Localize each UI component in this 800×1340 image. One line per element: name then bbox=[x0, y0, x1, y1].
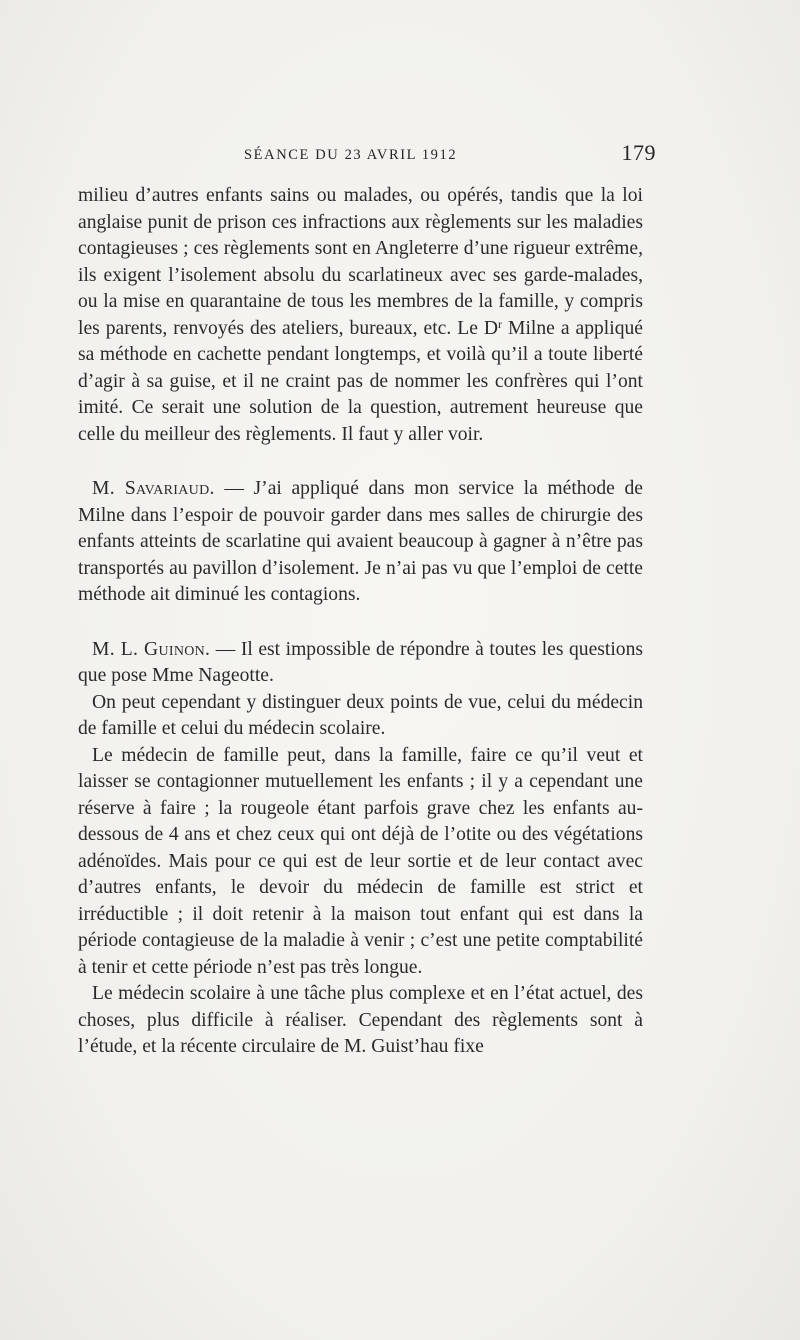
paragraph-milne-part2: Milne a appliqué sa méthode en cachette pendant longtemps, et voilà qu’il a toute liberté d’agir à sa guise, et il ne craint pas de nommer les confrères qui l’ont imité. Ce serait une solution de la question, autrement heureuse que celle du meilleur des règlements. Il faut y aller voir. bbox=[78, 317, 643, 445]
paragraph-milne-part1: milieu d’autres enfants sains ou malades, ou opérés, tandis que la loi anglaise punit de prison ces infractions aux règlements sur les maladies contagieuses ; ces règlements sont en Angleterre d’une rigueur extrême, ils exigent l’isolement absolu du scarlatineux avec ses garde-malades, ou la mise en quarantaine de tous les membres de la famille, y compris les parents, renvoyés des ateliers, bureaux, etc. Le D bbox=[78, 185, 643, 339]
doctor-abbrev-sup: r bbox=[498, 316, 503, 331]
paragraph-points-de-vue: On peut cependant y distinguer deux points de vue, celui du médecin de famille et celui du médecin scolaire. bbox=[78, 691, 643, 739]
paragraph-medecin-scolaire: Le médecin scolaire à une tâche plus complexe et en l’état actuel, des choses, plus difficile à réaliser. Cependant des règlements sont à l’étude, et la récente circulaire de M. Guist’hau fixe bbox=[78, 983, 643, 1057]
guinon-text: — Il est impossible de répondre à toutes les questions que pose Mme Nageotte. bbox=[78, 638, 643, 686]
paragraph-savariaud bbox=[78, 476, 643, 609]
speaker-guinon: M. L. Guinon. bbox=[92, 638, 211, 660]
paragraph-milne bbox=[78, 183, 643, 448]
paragraph-guinon bbox=[78, 637, 643, 690]
running-head: SÉANCE DU 23 AVRIL 1912 bbox=[244, 147, 458, 163]
page-number: 179 bbox=[621, 140, 656, 165]
page-header bbox=[78, 140, 656, 170]
paragraph-medecin-famille: Le médecin de famille peut, dans la famille, faire ce qu’il veut et laisser se contagionner mutuellement les enfants ; il y a cependant une réserve à faire ; la rougeole étant parfois grave chez les enfants au-dessous de 4 ans et chez ceux qui ont déjà de l’otite ou des végétations adénoïdes. Mais pour ce qui est de leur sortie et de leur contact avec d’autres enfants, le devoir du médecin de famille est strict et irréductible ; il doit retenir à la maison tout enfant qui est dans la période contagieuse de la maladie à venir ; c’est une petite comptabilité à tenir et cette période n’est pas très longue. bbox=[78, 744, 643, 978]
body-text bbox=[78, 183, 643, 1061]
speaker-savariaud: M. Savariaud. bbox=[92, 478, 215, 499]
savariaud-text: — J’ai appliqué dans mon service la méthode de Milne dans l’espoir de pouvoir garder dans mes salles de chirurgie des enfants atteints de scarlatine qui avaient beaucoup à gagner à n’être pas transportés au pavillon d’isolement. Je n’ai pas vu que l’emploi de cette méthode ait diminué les contagions. bbox=[78, 478, 643, 605]
